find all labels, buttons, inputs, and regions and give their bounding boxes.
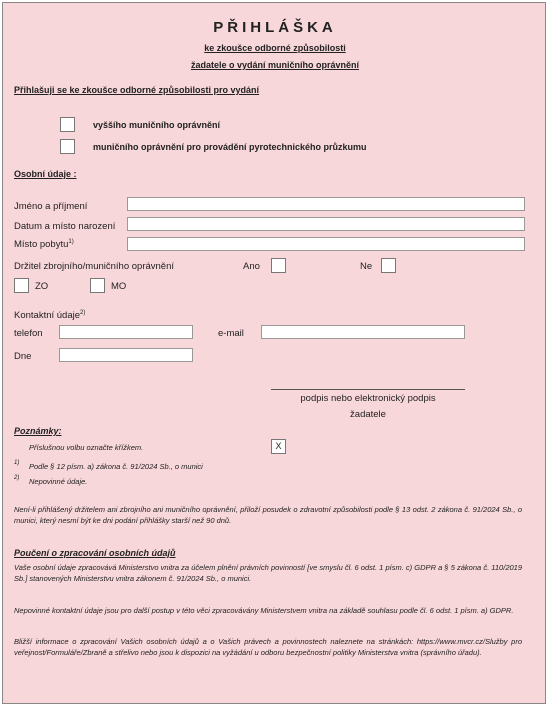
zo-label: ZO bbox=[35, 281, 49, 292]
email-field[interactable] bbox=[261, 325, 465, 339]
form-subtitle-2: žadatele o vydání muničního oprávnění bbox=[190, 60, 360, 70]
health-paragraph: Není-li přihlášený držitelem ani zbrojního ani muničního oprávnění, přiloží posudek o zdravotní způsobilosti podle § 13 odst. 2 zákona č. 91/2024 Sb., o munici, který nesmí být ke dni podání přihlášky starší než 90 dnů. bbox=[14, 505, 522, 525]
contact-footnote-ref: 2) bbox=[80, 310, 86, 316]
note-1-number: 1) bbox=[14, 460, 20, 466]
option-survey-label: muničního oprávnění pro provádění pyrotechnického průzkumu bbox=[93, 142, 367, 152]
mo-label: MO bbox=[111, 281, 127, 292]
gdpr-paragraph-3: Bližší informace o zpracování Vašich osobních údajů a o Vašich právech a povinnostech naleznete na stránkách: https://www.mvcr.cz/Služby pro veřejnost/Formuláře/Zbraně a střelivo nebo jsou k dispozici na vyžádání u odboru bezpečnostní politiky Ministerstva vnitra (správního úřadu). bbox=[14, 637, 522, 657]
note-mark: Příslušnou volbu označte křížkem. bbox=[29, 443, 144, 452]
name-field[interactable] bbox=[127, 197, 525, 211]
form-subtitle-1: ke zkoušce odborné způsobilosti bbox=[204, 43, 346, 53]
phone-label: telefon bbox=[14, 328, 43, 339]
contact-heading: Kontaktní údaje$^{2)}$ bbox=[14, 310, 86, 322]
residence-footnote-ref: 1) bbox=[68, 239, 74, 245]
application-form bbox=[2, 2, 546, 704]
holder-yes-label: Ano bbox=[243, 261, 260, 272]
signature-label-1: podpis nebo elektronický podpis bbox=[300, 393, 436, 404]
note-1-text: Podle § 12 písm. a) zákona č. 91/2024 Sb., o munici bbox=[29, 462, 203, 471]
phone-field[interactable] bbox=[59, 325, 193, 339]
gdpr-heading: Poučení o zpracování osobních údajů bbox=[14, 548, 176, 558]
residence-label: Místo pobytu$^{1)}$ bbox=[14, 239, 74, 251]
example-x-checkbox: X bbox=[271, 439, 286, 454]
option-survey-checkbox[interactable] bbox=[60, 139, 75, 154]
apply-heading: Přihlašuji se ke zkoušce odborné způsobilosti pro vydání bbox=[14, 85, 260, 95]
zo-checkbox[interactable] bbox=[14, 278, 29, 293]
signature-label-2: žadatele bbox=[350, 409, 386, 420]
date-field[interactable] bbox=[59, 348, 193, 362]
note-2-text: Nepovinné údaje. bbox=[29, 477, 88, 486]
birth-label: Datum a místo narození bbox=[14, 221, 116, 232]
holder-yes-checkbox[interactable] bbox=[271, 258, 286, 273]
notes-heading: Poznámky: bbox=[14, 426, 62, 436]
personal-heading: Osobní údaje : bbox=[14, 169, 77, 179]
signature-line bbox=[271, 389, 465, 390]
gdpr-paragraph-2: Nepovinné kontaktní údaje jsou pro další postup v této věci zpracovávány Ministerstvem vnitra na základě souhlasu podle čl. 6 odst. 1 písm. a) GDPR. bbox=[14, 606, 514, 615]
form-title: PŘIHLÁŠKA bbox=[213, 19, 337, 36]
birth-field[interactable] bbox=[127, 217, 525, 231]
gdpr-paragraph-1: Vaše osobní údaje zpracovává Ministerstvo vnitra za účelem plnění právních povinností [ve smyslu čl. 6 odst. 1 písm. c) GDPR a § 5 zákona č. 110/2019 Sb.] stanovených Ministerstvu vnitra zákonem č. 91/2024 Sb., o munici. bbox=[14, 563, 522, 583]
name-label: Jméno a příjmení bbox=[14, 201, 88, 212]
date-label: Dne bbox=[14, 351, 32, 362]
option-higher-label: vyššího muničního oprávnění bbox=[93, 120, 221, 130]
holder-no-label: Ne bbox=[360, 261, 373, 272]
email-label: e-mail bbox=[218, 328, 244, 339]
holder-label: Držitel zbrojního/muničního oprávnění bbox=[14, 261, 175, 272]
option-higher-checkbox[interactable] bbox=[60, 117, 75, 132]
residence-field[interactable] bbox=[127, 237, 525, 251]
holder-no-checkbox[interactable] bbox=[381, 258, 396, 273]
note-2-number: 2) bbox=[14, 475, 20, 481]
mo-checkbox[interactable] bbox=[90, 278, 105, 293]
